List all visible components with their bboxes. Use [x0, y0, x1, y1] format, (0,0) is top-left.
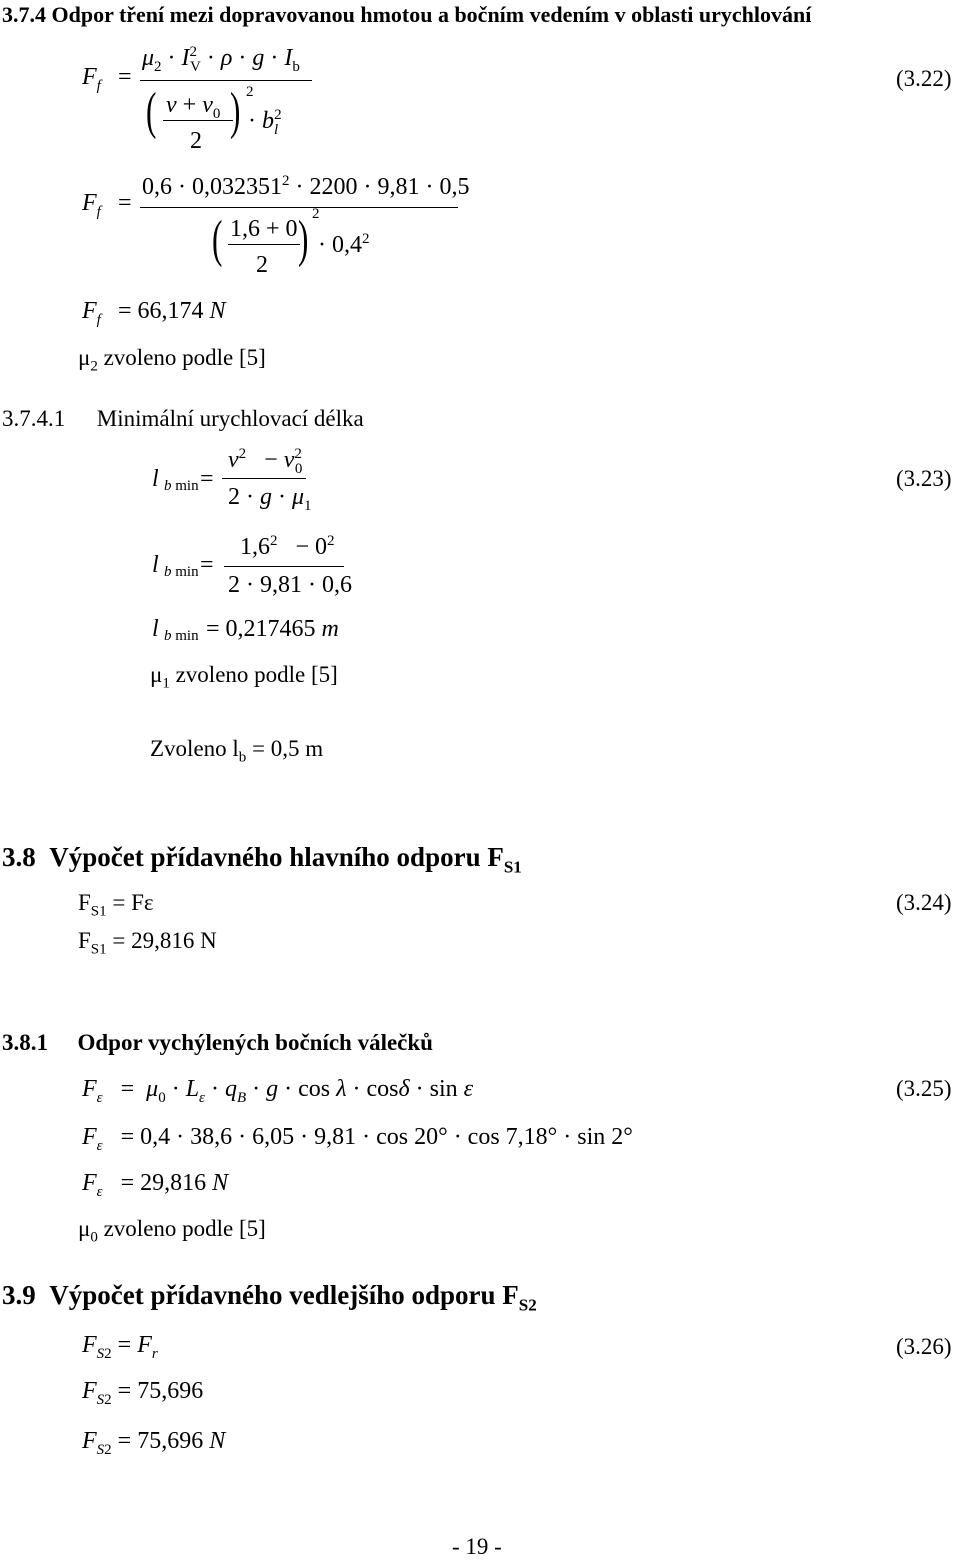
equation-number: (3.24) — [896, 890, 952, 915]
chosen-lb: Zvoleno $l_b = 0,5$ m — [150, 736, 324, 766]
mu1-note: $\mu_1$ zvoleno podle [5] — [150, 662, 338, 692]
mu2-note: $\mu_2$ zvoleno podle [5] — [78, 345, 266, 375]
page-number: - 19 - — [452, 1534, 502, 1559]
equation-number: (3.22) — [896, 66, 952, 91]
mu0-note: $\mu_0$ zvoleno podle [5] — [78, 1216, 266, 1246]
section-heading-3-8-1: 3.8.1 Odpor vychýlených bočních válečků — [2, 1030, 433, 1055]
result-fs1: $F_{S1} = 29,816$ N — [78, 928, 217, 958]
equation-3-24: $F_{S1} = F\varepsilon$ — [78, 890, 154, 920]
section-heading-3-7-4-1: 3.7.4.1 Minimální urychlovací délka — [2, 406, 364, 431]
section-heading-3-8: 3.8 Výpočet přídavného hlavního odporu $F_{S1}$ — [2, 842, 522, 877]
section-heading-3-9: 3.9 Výpočet přídavného vedlejšího odporu $F_{S2}$ — [2, 1280, 537, 1315]
section-heading-3-7-4: 3.7.4 Odpor tření mezi dopravovanou hmotou a bočním vedením v oblasti urychlování — [2, 2, 812, 27]
